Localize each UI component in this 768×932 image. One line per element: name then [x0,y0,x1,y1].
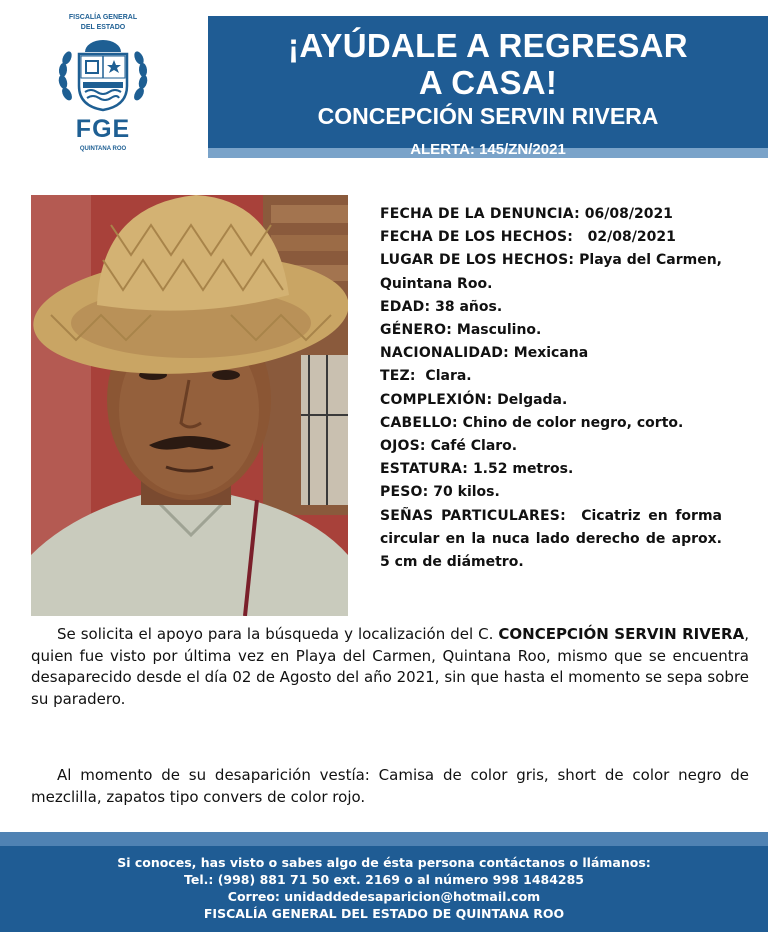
alert-number: ALERTA: 145/ZN/2021 [410,142,566,156]
footer-stripe [0,832,768,846]
detail-height: ESTATURA: 1.52 metros. [380,461,574,478]
missing-person-photo [31,195,348,616]
banner-title-line1: ¡AYÚDALE A REGRESAR [288,27,688,64]
footer-email: Correo: unidaddedesaparicion@hotmail.com [227,889,541,904]
request-paragraph: Se solicita el apoyo para la búsqueda y localización del C. CONCEPCIÓN SERVIN RIVERA, quien fue visto por última vez en Playa del Carmen, Quintana Roo, mismo que se encuentra desaparecido desde el día 02 de Agosto del año 2021, sin que hasta el momento se sepa sobre su paradero. [31,625,750,708]
logo-org-line1: FISCALÍA GENERAL [68,14,138,21]
request-person-name: CONCEPCIÓN SERVIN RIVERA [498,625,745,643]
footer-phone: Tel.: (998) 881 71 50 ext. 2169 o al número 998 1484285 [183,872,585,887]
banner-person-name: CONCEPCIÓN SERVIN RIVERA [317,103,659,129]
detail-complaint-date: FECHA DE LA DENUNCIA: 06/08/2021 [380,206,673,222]
detail-hair: CABELLO: Chino de color negro, corto. [380,414,684,431]
footer-contact-info [0,854,768,922]
detail-event-place: LUGAR DE LOS HECHOS: Playa del Carmen, Quintana Roo. [380,252,722,292]
detail-nationality: NACIONALIDAD: Mexicana [380,345,589,362]
logo-state: QUINTANA ROO [79,146,127,152]
coat-of-arms-icon [55,34,151,114]
fge-logo [48,14,158,164]
footer-agency: FISCALÍA GENERAL DEL ESTADO DE QUINTANA ROO [203,906,565,921]
detail-age: EDAD: 38 años. [380,298,503,315]
clothing-paragraph: Al momento de su desaparición vestía: Camisa de color gris, short de color negro de mezclilla, zapatos tipo convers de color rojo. [31,766,749,806]
banner-title-line2: A CASA! [418,64,558,101]
logo-acronym: FGE [75,115,131,143]
person-details [380,203,722,574]
detail-build: COMPLEXIÓN: Delgada. [380,391,568,408]
person-photo-illustration [31,195,348,616]
detail-distinguishing-marks: SEÑAS PARTICULARES: Cicatriz en forma circular en la nuca lado derecho de aprox. 5 cm de diámetro. [380,507,722,571]
footer-call-to-action: Si conoces, has visto o sabes algo de ésta persona contáctanos o llámanos: [117,855,651,870]
detail-skin: TEZ: Clara. [380,368,472,385]
detail-gender: GÉNERO: Masculino. [380,322,542,339]
logo-org-line2: DEL ESTADO [80,24,126,31]
detail-eyes: OJOS: Café Claro. [380,438,518,455]
detail-weight: PESO: 70 kilos. [380,484,500,501]
banner-title [208,27,768,101]
detail-event-date: FECHA DE LOS HECHOS: 02/08/2021 [380,229,676,246]
header-banner [208,16,768,148]
